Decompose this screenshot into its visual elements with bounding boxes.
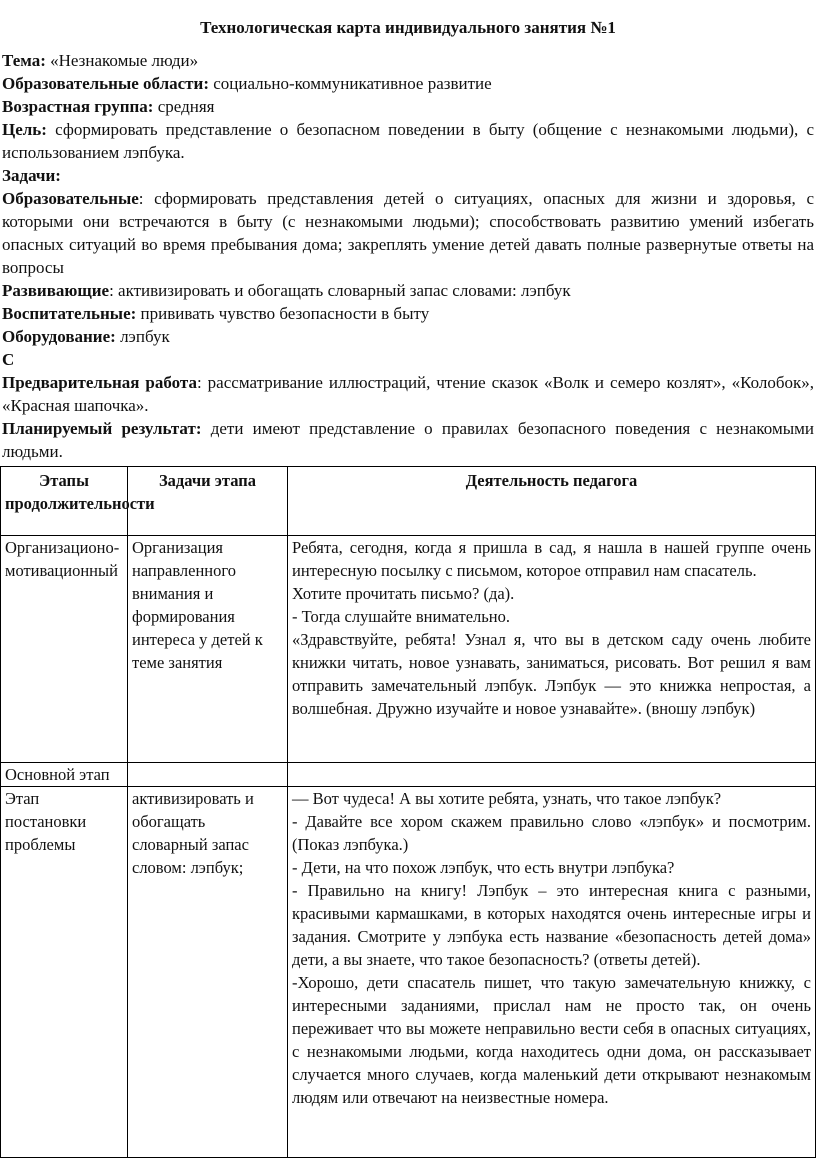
header-preliminary-work: Предварительная работа: рассматривание иллюстраций, чтение сказок «Волк и семеро козлят», «Колобок», «Красная шапочка». [2,373,814,415]
stage-cell [1,536,128,763]
table-row [1,536,816,763]
stage-name: Основной этап [5,765,110,784]
table-row [1,763,816,787]
header-stray-letter: С [2,350,15,369]
document-header [2,49,814,463]
activity-cell [288,763,816,787]
document-title: Технологическая карта индивидуального занятия №1 [200,18,616,37]
task-cell [128,763,288,787]
stage-name: Этап постановки проблемы [5,789,87,854]
header-tasks: Задачи этапа [128,467,288,536]
activity-paragraph: «Здравствуйте, ребята! Узнал я, что вы в детском саду очень любите книжки читать, новое узнавать, заниматься, рисовать. Вот решил я вам отправить замечательный лэпбук. Лэпбук — это книжка непростая, а волшебная. Дружно изучайте и новое узнавайте». (вношу лэпбук) [292,630,811,718]
header-tasks: Задачи: [2,166,61,185]
header-upbringing: Воспитательные: прививать чувство безопасности в быту [2,304,430,323]
activity-paragraph: -Хорошо, дети спасатель пишет, что такую замечательную книжку, с интересными заданиями, прислал нам не просто так, он очень переживает что вы можете неправильно вести себя в опасных ситуациях, с незнакомыми людьми, когда находитесь одни дома, он рассказывает случается много случаев, когда маленький дети открывают незнакомым людям или отвечают на неизвестные номера. [292,973,811,1107]
header-topic: Тема: «Незнакомые люди» [2,51,199,70]
stage-name: Организационо-мотивационный [5,538,120,580]
task-text: Организация направленного внимания и формирования интереса у детей к теме занятия [132,538,263,672]
activity-paragraph: — Вот чудеса! А вы хотите ребята, узнать, что такое лэпбук? [292,789,722,808]
activity-paragraph: Хотите прочитать письмо? (да). [292,584,515,603]
table-row [1,787,816,1158]
task-cell [128,536,288,763]
activity-cell [288,536,816,763]
header-educational: Образовательные: сформировать представления детей о ситуациях, опасных для жизни и здоровья, с которыми они встречаются в быту (с незнакомыми людьми); способствовать развитию умений избегать опасных ситуаций во время пребывания дома; закреплять умение детей давать полные развернутые ответы на вопросы [2,189,814,277]
header-activity: Деятельность педагога [288,467,816,536]
task-cell [128,787,288,1158]
header-planned-result: Планируемый результат: дети имеют представление о правилах безопасного поведения с незнакомыми людьми. [2,419,814,461]
activity-paragraph: - Правильно на книгу! Лэпбук – это интересная книга с разными, красивыми кармашками, в которых находятся очень интересные игры и задания. Смотрите у лэпбука есть название «безопасность детей дома» дети, а вы знаете, что такое безопасность? (ответы детей). [292,881,811,969]
header-developing: Развивающие: активизировать и обогащать словарный запас словами: лэпбук [2,281,571,300]
header-goal: Цель: сформировать представление о безопасном поведении в быту (общение с незнакомыми людьми), с использованием лэпбука. [2,120,814,162]
stage-cell [1,763,128,787]
activity-paragraph: - Дети, на что похож лэпбук, что есть внутри лэпбука? [292,858,675,877]
lesson-plan-table [0,466,816,1158]
header-stages: Этапы продолжительности [1,467,128,536]
header-areas: Образовательные области: социально-коммуникативное развитие [2,74,492,93]
activity-cell [288,787,816,1158]
activity-paragraph: Ребята, сегодня, когда я пришла в сад, я нашла в нашей группе очень интересную посылку с письмом, которое отправил нам спасатель. [292,538,811,580]
table-header-row [1,467,816,536]
activity-paragraph: - Тогда слушайте внимательно. [292,607,510,626]
activity-paragraph: - Давайте все хором скажем правильно слово «лэпбук» и посмотрим. (Показ лэпбука.) [292,812,811,854]
header-age-group: Возрастная группа: средняя [2,97,215,116]
header-equipment: Оборудование: лэпбук [2,327,170,346]
task-text: активизировать и обогащать словарный запас словом: лэпбук; [132,789,254,877]
stage-cell [1,787,128,1158]
